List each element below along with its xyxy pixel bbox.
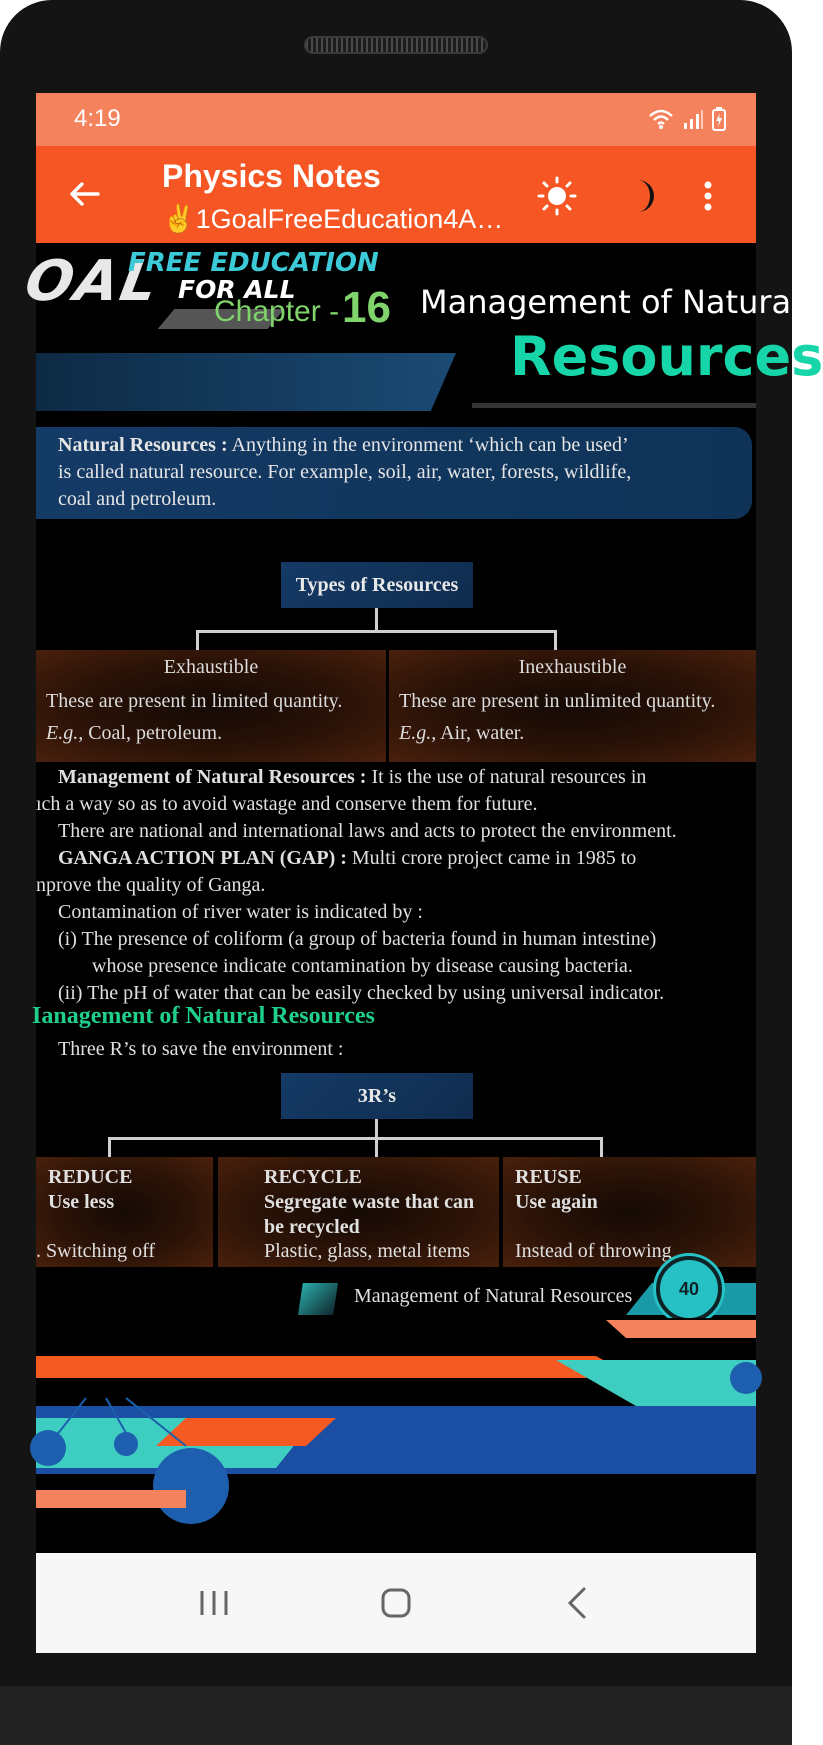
- reduce-title-block: [48, 1165, 132, 1215]
- eg-text: Coal, petroleum.: [83, 722, 223, 744]
- banner-title-line1: Management of Natura: [420, 283, 792, 321]
- definition-line2: is called natural resource. For example, soil, air, water, forests, wildlife,: [58, 461, 632, 483]
- chapter-banner: [20, 243, 823, 413]
- status-bar: [36, 93, 756, 146]
- phone-chin: [0, 1686, 792, 1745]
- status-time: 4:19: [74, 105, 121, 132]
- reuse-sub: Use again: [515, 1191, 598, 1213]
- mgmt-line2: ıch a way so as to avoid wastage and conserve them for future.: [36, 793, 538, 815]
- connector-line: [554, 630, 557, 650]
- banner-title-line2: Resources: [510, 325, 823, 388]
- recycle-sub2: be recycled: [264, 1216, 360, 1238]
- reduce-sub: Use less: [48, 1191, 115, 1213]
- decorative-stripes: [36, 1318, 756, 1553]
- types-header: Types of Resources: [281, 562, 473, 608]
- logo-for-all: FOR ALL: [178, 275, 296, 304]
- document-page: [20, 243, 823, 1553]
- connector-line: [196, 630, 199, 650]
- inexhaustible-box: [389, 650, 756, 762]
- reuse-example: Instead of throwing: [515, 1240, 672, 1262]
- footer-chip: [298, 1283, 338, 1315]
- dark-mode-moon-icon[interactable]: [622, 176, 662, 216]
- connector-line: [108, 1137, 602, 1140]
- reuse-title: REUSE: [515, 1166, 582, 1188]
- connector-line: [375, 608, 378, 632]
- connector-line: [375, 1137, 378, 1157]
- eg-text: Air, water.: [436, 722, 525, 744]
- reduce-box: [36, 1157, 213, 1267]
- reuse-title-block: [515, 1165, 598, 1215]
- brightness-icon[interactable]: [537, 176, 577, 216]
- list-item-2: (ii) The pH of water that can be easily checked by using universal indicator.: [58, 982, 665, 1004]
- definition-text: Anything in the environment ‘which can be used’: [227, 434, 629, 456]
- gap-line2: nprove the quality of Ganga.: [36, 874, 266, 896]
- recycle-example: Plastic, glass, metal items: [264, 1240, 471, 1262]
- reduce-title: REDUCE: [48, 1166, 133, 1188]
- three-rs-intro: Three R’s to save the environment :: [58, 1038, 344, 1060]
- gap-term: GANGA ACTION PLAN (GAP) :: [58, 847, 347, 869]
- exhaustible-example: [46, 722, 222, 745]
- list-item-1: (i) The presence of coliform (a group of bacteria found in human intestine): [58, 928, 657, 950]
- gap-text: Multi crore project came in 1985 to: [346, 847, 637, 869]
- battery-charging-icon: [712, 107, 726, 131]
- eg-label: E.g.,: [399, 722, 437, 744]
- back-nav-icon[interactable]: [556, 1583, 600, 1623]
- definition-line3: coal and petroleum.: [58, 488, 217, 510]
- connector-line: [375, 1119, 378, 1139]
- app-title: Physics Notes: [162, 158, 381, 194]
- laws-line: There are national and international laws and acts to protect the environment.: [58, 820, 677, 842]
- banner-band: [36, 353, 456, 411]
- exhaustible-desc: These are present in limited quantity.: [46, 690, 343, 712]
- mgmt-text: It is the use of natural resources in: [366, 766, 647, 788]
- inexhaustible-example: [399, 722, 524, 745]
- reuse-box: [503, 1157, 756, 1267]
- connector-line: [196, 630, 556, 633]
- inexhaustible-title: Inexhaustible: [518, 656, 627, 678]
- chapter-label: Chapter -: [214, 295, 340, 328]
- recycle-box: [218, 1157, 499, 1267]
- recent-apps-icon[interactable]: [192, 1583, 236, 1623]
- exhaustible-box: [36, 650, 386, 762]
- gap-paragraph: [58, 847, 636, 870]
- navigation-bar: [36, 1553, 756, 1653]
- definition-line1: [58, 432, 732, 459]
- logo-free-education: FREE EDUCATION: [128, 248, 379, 278]
- app-subtitle: ✌️1GoalFreeEducation4A…: [162, 204, 504, 234]
- back-arrow-icon[interactable]: [66, 176, 102, 212]
- recycle-title-block: [264, 1165, 474, 1240]
- signal-icon: [682, 108, 704, 130]
- mgmt-paragraph: [58, 766, 646, 789]
- more-options-icon[interactable]: [696, 176, 720, 216]
- recycle-title: RECYCLE: [264, 1166, 362, 1188]
- inexhaustible-desc: These are present in unlimited quantity.: [399, 690, 716, 712]
- contamination-line: Contamination of river water is indicated by :: [58, 901, 423, 923]
- app-bar: [36, 146, 756, 243]
- wifi-icon: [648, 108, 674, 130]
- home-icon[interactable]: [374, 1583, 418, 1623]
- status-icons: [648, 107, 726, 131]
- connector-line: [108, 1137, 111, 1157]
- exhaustible-title: Exhaustible: [163, 656, 259, 678]
- three-rs-header: 3R’s: [281, 1073, 473, 1119]
- recycle-sub1: Segregate waste that can: [264, 1191, 475, 1213]
- definition-term: Natural Resources :: [58, 434, 228, 456]
- banner-divider: [472, 403, 756, 408]
- screen: [20, 93, 823, 1653]
- mgmt-term: Management of Natural Resources :: [58, 766, 367, 788]
- list-item-1-cont: whose presence indicate contamination by disease causing bacteria.: [92, 955, 633, 977]
- definition-box: [36, 427, 752, 519]
- footer-text: Management of Natural Resources: [354, 1285, 633, 1307]
- connector-line: [600, 1137, 603, 1157]
- section-heading: Ianagement of Natural Resources: [32, 1003, 375, 1029]
- reduce-example: . Switching off: [36, 1240, 156, 1262]
- page-number-badge: 40: [656, 1256, 722, 1322]
- speaker-grille: [304, 36, 488, 54]
- logo-text: OAL: [20, 249, 165, 314]
- chapter-number: 16: [342, 283, 391, 332]
- eg-label: E.g.,: [46, 722, 84, 744]
